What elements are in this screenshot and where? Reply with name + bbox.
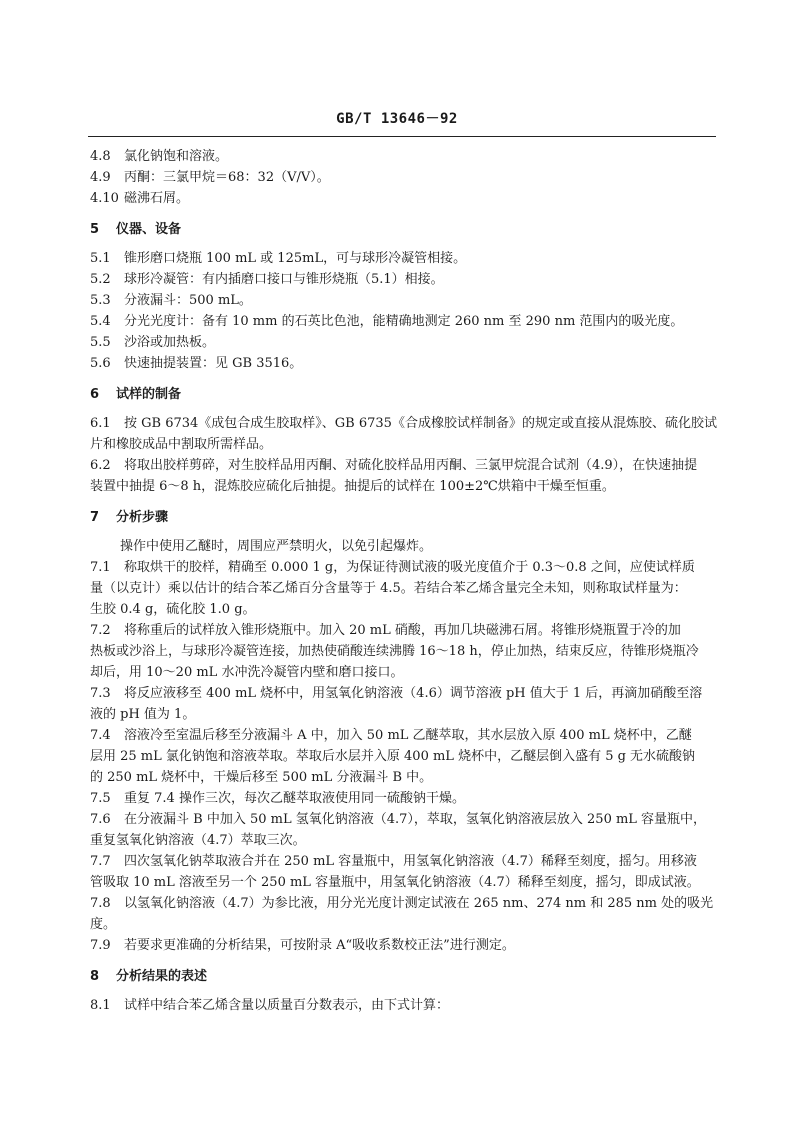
clause-text: 称取烘干的胶样，精确至 0.000 1 g，为保证待测试液的吸光度值介于 0.3～0.8 之间，应使试样质 <box>124 560 695 575</box>
clause-7-1-cont: 量（以克计）乘以估计的结合苯乙烯百分含量等于 4.5。若结合苯乙烯含量完全未知，则称取试样量为： <box>90 581 687 596</box>
clause-number: 5.6 <box>90 356 111 371</box>
clause-text: 试样中结合苯乙烯含量以质量百分数表示，由下式计算： <box>124 998 450 1013</box>
section-7-intro: 操作中使用乙醚时，周围应严禁明火，以免引起爆炸。 <box>120 539 433 554</box>
clause-text: 锥形磨口烧瓶 100 mL 或 125mL，可与球形冷凝管相接。 <box>124 251 467 266</box>
document-header: GB/T 13646－92 <box>336 111 458 127</box>
clause-text: 氯化钠饱和溶液。 <box>124 149 229 164</box>
clause-7-7-cont: 管吸取 10 mL 溶液至另一个 250 mL 容量瓶中，用氢氧化钠溶液（4.7）稀释至刻度，摇匀，即成试液。 <box>90 875 700 890</box>
clause-number: 5.1 <box>90 251 111 266</box>
clause-7-6 <box>90 809 716 830</box>
clause-5-3 <box>90 290 716 311</box>
clause-text: 将称重后的试样放入锥形烧瓶中。加入 20 mL 硝酸，再加几块磁沸石屑。将锥形烧瓶置于冷的加 <box>124 623 681 638</box>
clause-number: 4.10 <box>90 191 119 206</box>
clause-7-9 <box>90 935 716 956</box>
clause-text: 四次氢氧化钠萃取液合并在 250 mL 容量瓶中，用氢氧化钠溶液（4.7）稀释至刻度，摇匀。用移液 <box>124 854 697 869</box>
clause-number: 7.4 <box>90 728 111 743</box>
clause-number: 7.8 <box>90 896 111 911</box>
section-number: 5 <box>90 222 100 237</box>
clause-number: 4.9 <box>90 170 111 185</box>
section-title: 试样的制备 <box>116 387 182 402</box>
clause-5-5 <box>90 332 716 353</box>
clause-7-4 <box>90 725 716 746</box>
clause-number: 6.2 <box>90 458 111 473</box>
clause-number: 7.5 <box>90 791 111 806</box>
clause-number: 8.1 <box>90 998 111 1013</box>
clause-5-2 <box>90 269 716 290</box>
clause-7-3-cont: 液的 pH 值为 1。 <box>90 707 196 722</box>
clause-6-1-cont: 片和橡胶成品中割取所需样品。 <box>90 437 273 452</box>
clause-number: 7.9 <box>90 938 111 953</box>
clause-7-8 <box>90 893 716 914</box>
clause-7-5 <box>90 788 716 809</box>
clause-8-1 <box>90 995 716 1016</box>
clause-6-2-cont: 装置中抽提 6～8 h，混炼胶应硫化后抽提。抽提后的试样在 100±2℃烘箱中干燥至恒重。 <box>90 479 615 494</box>
document-body <box>90 146 716 1016</box>
clause-7-2 <box>90 620 716 641</box>
clause-text: 以氢氧化钠溶液（4.7）为参比液，用分光光度计测定试液在 265 nm、274 nm 和 285 nm 处的吸光 <box>124 896 714 911</box>
section-8-heading <box>90 966 716 987</box>
clause-number: 5.3 <box>90 293 111 308</box>
clause-number: 7.7 <box>90 854 111 869</box>
clause-text: 磁沸石屑。 <box>124 191 190 206</box>
clause-number: 7.1 <box>90 560 111 575</box>
clause-7-1 <box>90 557 716 578</box>
clause-text: 丙酮：三氯甲烷＝68：32（V/V）。 <box>124 170 330 185</box>
clause-7-4-cont: 层用 25 mL 氯化钠饱和溶液萃取。萃取后水层并入原 400 mL 烧杯中，乙醚层倒入盛有 5 g 无水硫酸钠 <box>90 749 696 764</box>
clause-text: 将取出胶样剪碎，对生胶样品用丙酮、对硫化胶样品用丙酮、三氯甲烷混合试剂（4.9），在快速抽提 <box>124 458 698 473</box>
clause-7-2-cont: 热板或沙浴上，与球形冷凝管连接，加热使硝酸连续沸腾 16～18 h，停止加热，结束反应，待锥形烧瓶冷 <box>90 644 699 659</box>
clause-7-6-cont: 重复氢氧化钠溶液（4.7）萃取三次。 <box>90 833 306 848</box>
clause-7-1-cont: 生胶 0.4 g，硫化胶 1.0 g。 <box>90 602 256 617</box>
clause-text: 溶液冷至室温后移至分液漏斗 A 中，加入 50 mL 乙醚萃取，其水层放入原 400 mL 烧杯中，乙醚 <box>124 728 692 743</box>
section-title: 仪器、设备 <box>116 222 182 237</box>
section-number: 8 <box>90 969 100 984</box>
clause-number: 6.1 <box>90 416 111 431</box>
clause-4-8 <box>90 146 716 167</box>
clause-text: 重复 7.4 操作三次，每次乙醚萃取液使用同一硫酸钠干燥。 <box>124 791 465 806</box>
clause-number: 7.3 <box>90 686 111 701</box>
clause-number: 7.6 <box>90 812 111 827</box>
clause-text: 球形冷凝管：有内插磨口接口与锥形烧瓶（5.1）相接。 <box>124 272 444 287</box>
clause-number: 4.8 <box>90 149 111 164</box>
clause-text: 沙浴或加热板。 <box>124 335 216 350</box>
clause-5-6 <box>90 353 716 374</box>
header-rule <box>88 136 716 137</box>
clause-6-2 <box>90 455 716 476</box>
clause-6-1 <box>90 413 716 434</box>
clause-number: 7.2 <box>90 623 111 638</box>
section-5-heading <box>90 219 716 240</box>
section-number: 6 <box>90 387 100 402</box>
clause-4-10 <box>90 188 716 209</box>
clause-text: 按 GB 6734《成包合成生胶取样》、GB 6735《合成橡胶试样制备》的规定或直接从混炼胶、硫化胶试 <box>124 416 717 431</box>
clause-number: 5.5 <box>90 335 111 350</box>
clause-text: 分光光度计：备有 10 mm 的石英比色池，能精确地测定 260 nm 至 290 nm 范围内的吸光度。 <box>124 314 684 329</box>
clause-7-4-cont: 的 250 mL 烧杯中，干燥后移至 500 mL 分液漏斗 B 中。 <box>90 770 433 785</box>
clause-5-4 <box>90 311 716 332</box>
clause-7-8-cont: 度。 <box>90 917 117 932</box>
clause-7-3 <box>90 683 716 704</box>
section-title: 分析步骤 <box>116 510 169 525</box>
section-title: 分析结果的表述 <box>116 969 208 984</box>
clause-number: 5.4 <box>90 314 111 329</box>
clause-number: 5.2 <box>90 272 111 287</box>
clause-7-2-cont: 却后，用 10～20 mL 水冲洗冷凝管内壁和磨口接口。 <box>90 665 404 680</box>
section-7-heading <box>90 507 716 528</box>
section-6-heading <box>90 384 716 405</box>
clause-5-1 <box>90 248 716 269</box>
clause-text: 分液漏斗：500 mL。 <box>124 293 252 308</box>
clause-text: 将反应液移至 400 mL 烧杯中，用氢氧化钠溶液（4.6）调节溶液 pH 值大于 1 后，再滴加硝酸至溶 <box>124 686 703 701</box>
clause-text: 在分液漏斗 B 中加入 50 mL 氢氧化钠溶液（4.7），萃取，氢氧化钠溶液层放入 250 mL 容量瓶中， <box>124 812 707 827</box>
section-number: 7 <box>90 510 100 525</box>
clause-text: 若要求更准确的分析结果，可按附录 A“吸收系数校正法”进行测定。 <box>124 938 515 953</box>
clause-7-7 <box>90 851 716 872</box>
clause-text: 快速抽提装置：见 GB 3516。 <box>124 356 303 371</box>
clause-4-9 <box>90 167 716 188</box>
